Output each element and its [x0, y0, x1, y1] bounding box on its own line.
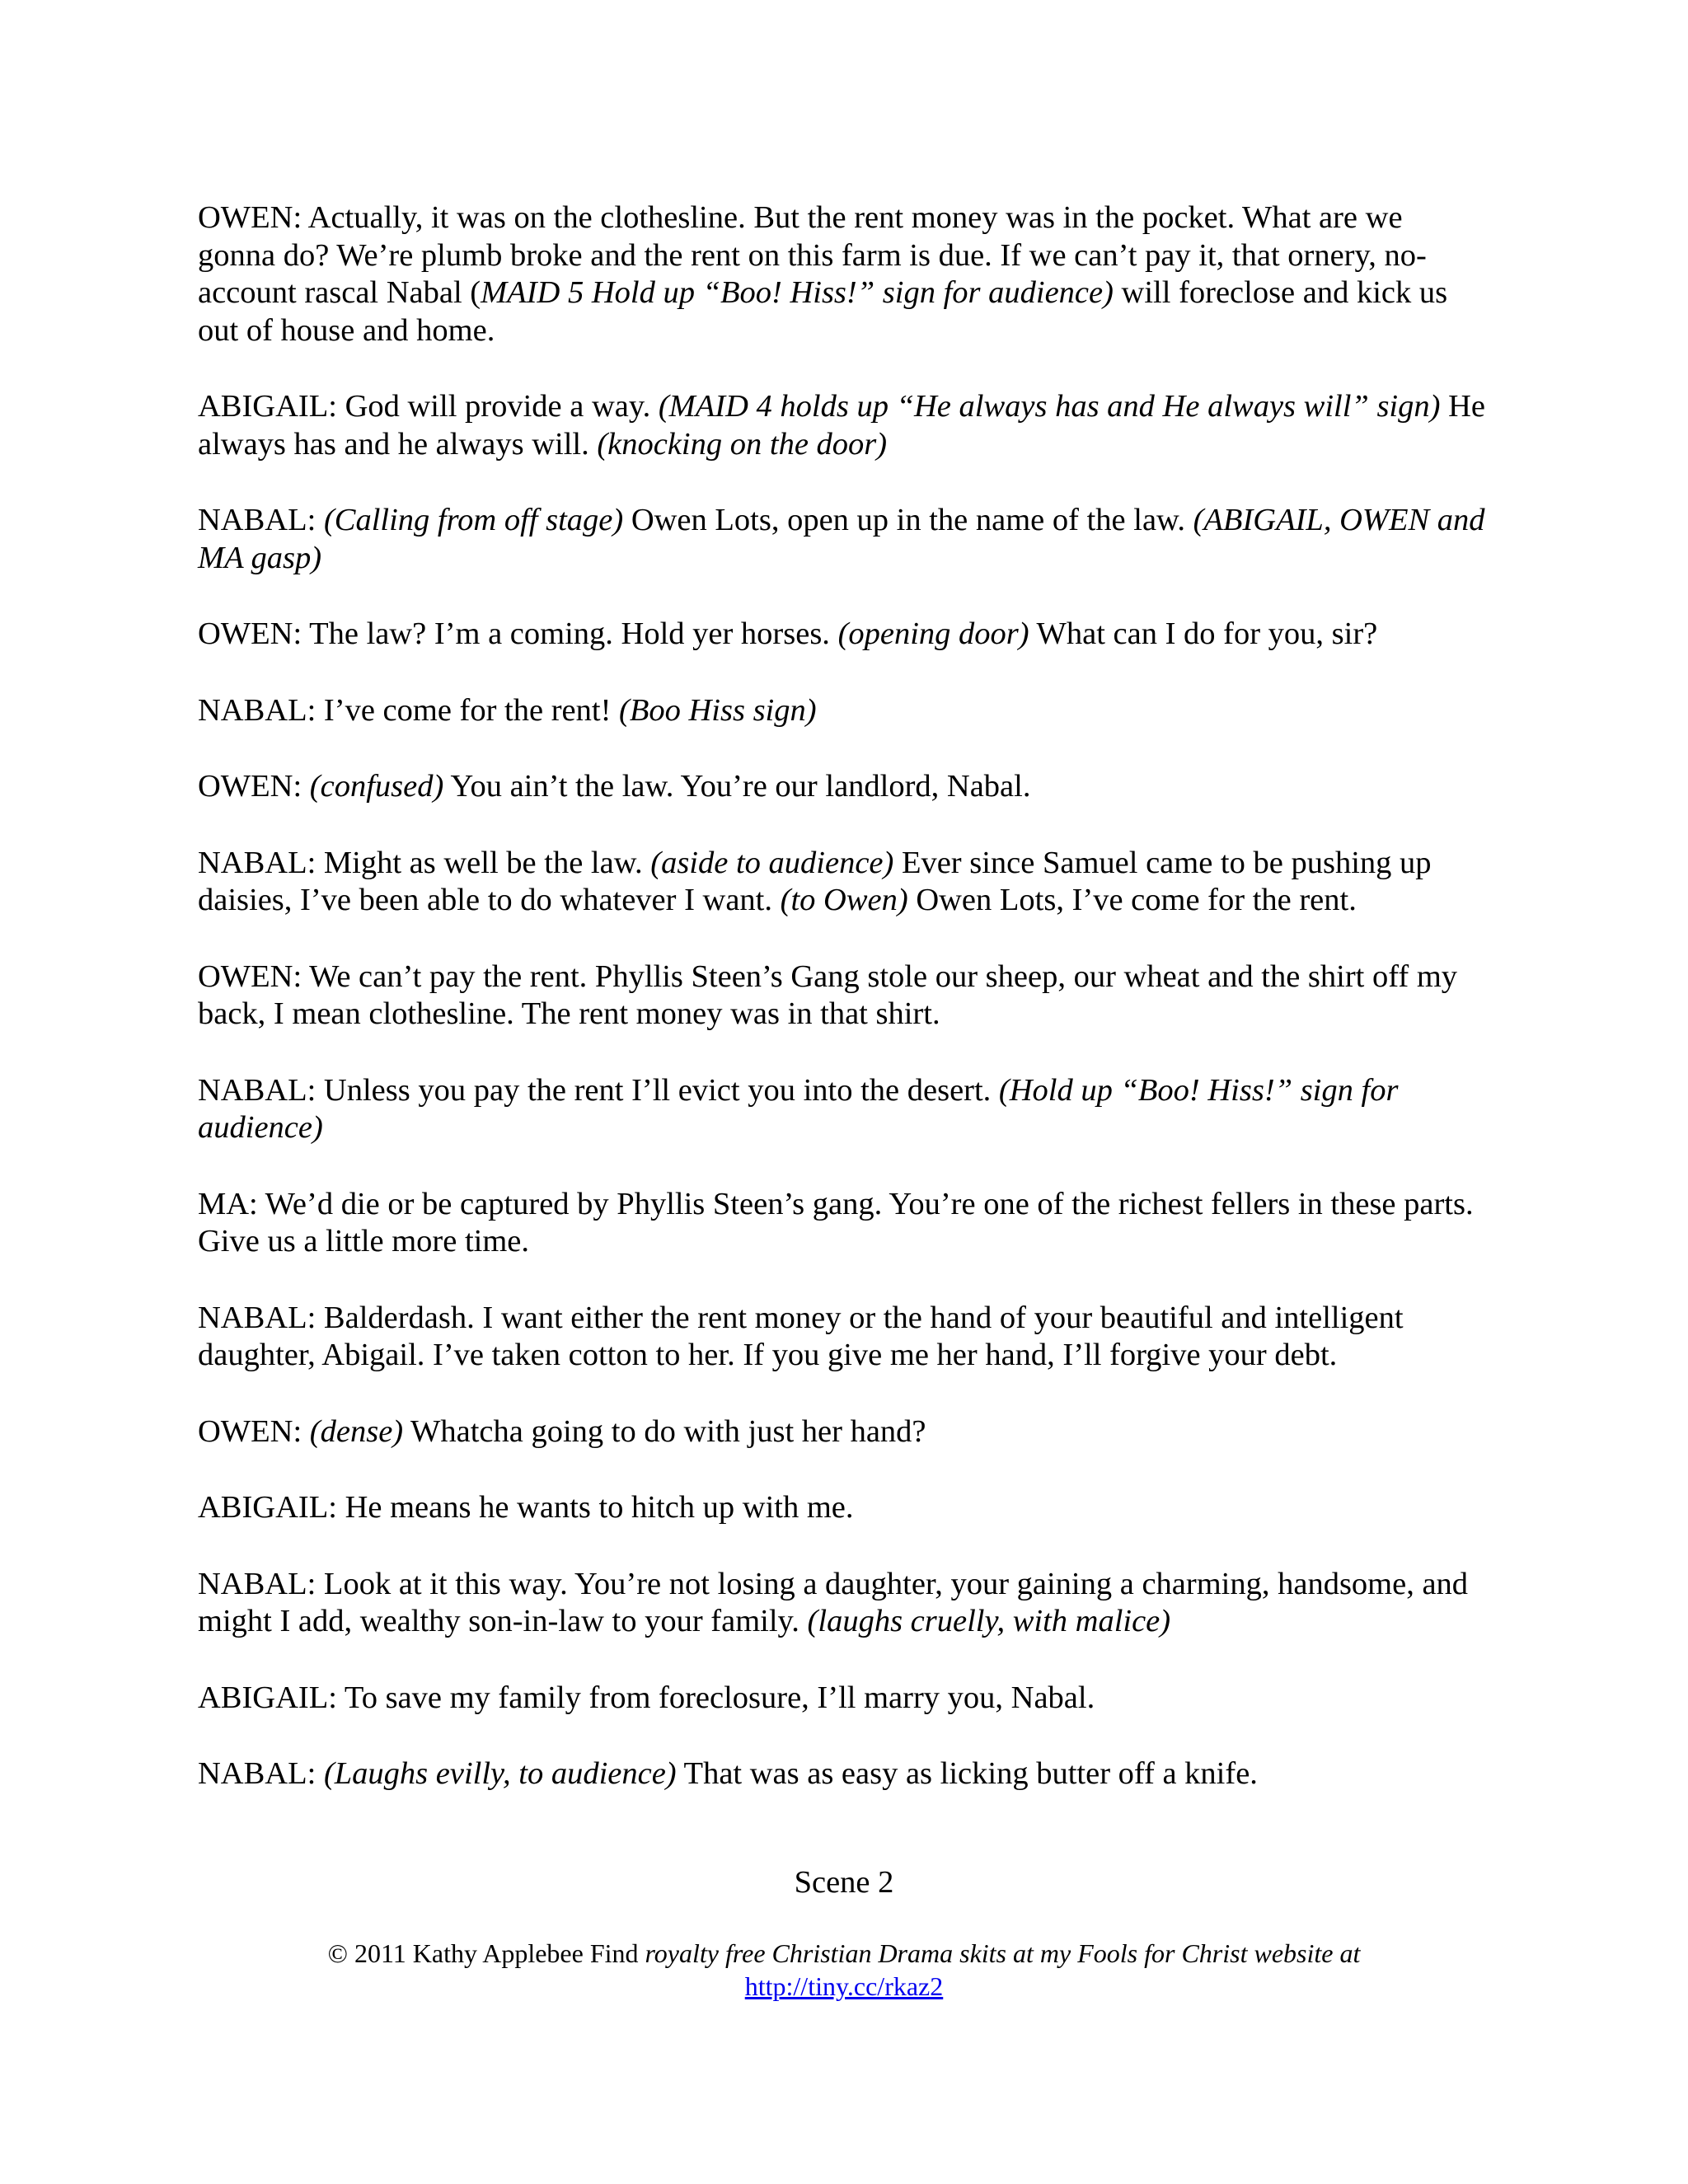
dialogue-text: NABAL: Look at it this way. You’re not losing a daughter, your gaining a charming, handsome, and might I add, wealthy son-in-law to your family.	[198, 1566, 1469, 1638]
stage-direction: (Boo Hiss sign)	[619, 692, 817, 728]
scene-heading: Scene 2	[794, 1865, 894, 1900]
dialogue-paragraph	[198, 958, 1488, 1033]
dialogue-paragraph	[198, 1755, 1488, 1793]
dialogue-text: OWEN: We can’t pay the rent. Phyllis Steen’s Gang stole our sheep, our wheat and the shirt off my back, I mean clothesline. The rent money was in that shirt.	[198, 958, 1458, 1031]
dialogue-paragraph	[198, 1072, 1488, 1147]
stage-direction: (dense)	[309, 1413, 404, 1449]
dialogue-text: OWEN: The law? I’m a coming. Hold yer horses.	[198, 616, 838, 651]
stage-direction: (opening door)	[837, 616, 1029, 651]
footer	[0, 1937, 1688, 2003]
dialogue-text: What can I do for you, sir?	[1029, 616, 1378, 651]
dialogue-text: NABAL: I’ve come for the rent!	[198, 692, 620, 728]
dialogue-text: will foreclose and kick us out of house and home.	[198, 275, 1448, 348]
stage-direction: MAID 5 Hold up “Boo! Hiss!” sign for audience)	[481, 275, 1114, 310]
dialogue-text: NABAL: Might as well be the law.	[198, 845, 651, 880]
stage-direction: (MAID 4 holds up “He always has and He always will” sign)	[658, 389, 1441, 424]
dialogue-paragraph	[198, 616, 1488, 654]
dialogue-paragraph	[198, 768, 1488, 806]
dialogue-text: ABIGAIL: He means he wants to hitch up with me.	[198, 1490, 854, 1525]
stage-direction: (knocking on the door)	[597, 426, 888, 462]
dialogue-text: That was as easy as licking butter off a knife.	[676, 1756, 1258, 1791]
dialogue-text: ABIGAIL: To save my family from foreclosure, I’ll marry you, Nabal.	[198, 1680, 1095, 1715]
dialogue-paragraph	[198, 1566, 1488, 1641]
dialogue-text: NABAL: Unless you pay the rent I’ll evict you into the desert.	[198, 1072, 999, 1108]
stage-direction: (Calling from off stage)	[323, 503, 624, 537]
dialogue-paragraph	[198, 692, 1488, 730]
footer-link[interactable]: http://tiny.cc/rkaz2	[744, 1971, 944, 2001]
dialogue-text: ABIGAIL: God will provide a way.	[198, 389, 659, 424]
dialogue-paragraph	[198, 1489, 1488, 1527]
dialogue-text: Ever since Samuel came to be pushing up daisies, I’ve been able to do whatever I want.	[198, 845, 1432, 917]
dialogue-text: OWEN: Actually, it was on the clothesline. But the rent money was in the pocket. What are we gonna do? We’re plumb broke and the rent on this farm is due. If we can’t pay it, that ornery, no-account rascal Nabal (	[198, 200, 1427, 310]
dialogue-paragraph	[198, 388, 1488, 463]
stage-direction: (ABIGAIL, OWEN and MA gasp)	[198, 503, 1485, 575]
footer-tagline: royalty free Christian Drama skits at my Fools for Christ website at	[645, 1938, 1361, 1968]
dialogue-paragraph	[198, 845, 1488, 920]
dialogue-text: NABAL:	[198, 1756, 324, 1791]
dialogue-paragraph	[198, 1413, 1488, 1451]
dialogue-paragraph	[198, 1186, 1488, 1261]
dialogue-text: OWEN:	[198, 769, 310, 804]
dialogue-text: OWEN:	[198, 1413, 310, 1449]
dialogue-paragraph	[198, 502, 1488, 577]
stage-direction: (laughs cruelly, with malice)	[807, 1604, 1171, 1638]
dialogue-text: NABAL: Balderdash. I want either the rent money or the hand of your beautiful and intelligent daughter, Abigail. I’ve taken cotton to her. If you give me her hand, I’ll forgive your debt.	[198, 1300, 1404, 1372]
dialogue-text: He always has and he always will.	[198, 389, 1485, 462]
dialogue-paragraph	[198, 1300, 1488, 1375]
stage-direction: (to Owen)	[780, 883, 908, 917]
script-body	[198, 199, 1488, 1832]
footer-credit	[0, 1937, 1688, 1970]
dialogue-paragraph	[198, 1680, 1488, 1718]
stage-direction: (Laughs evilly, to audience)	[323, 1756, 677, 1791]
dialogue-text: Owen Lots, open up in the name of the law.	[623, 503, 1193, 537]
copyright-text: © 2011 Kathy Applebee Find	[327, 1938, 645, 1968]
dialogue-text: You ain’t the law. You’re our landlord, Nabal.	[443, 769, 1031, 804]
dialogue-text: NABAL:	[198, 503, 324, 537]
stage-direction: (aside to audience)	[650, 845, 894, 880]
stage-direction: (confused)	[309, 769, 444, 804]
dialogue-paragraph	[198, 199, 1488, 349]
dialogue-text: MA: We’d die or be captured by Phyllis Steen’s gang. You’re one of the richest fellers in these parts. Give us a little more time.	[198, 1186, 1474, 1258]
stage-direction: (Hold up “Boo! Hiss!” sign for audience)	[198, 1072, 1399, 1145]
dialogue-text: Owen Lots, I’ve come for the rent.	[907, 883, 1357, 917]
dialogue-text: Whatcha going to do with just her hand?	[403, 1413, 926, 1449]
